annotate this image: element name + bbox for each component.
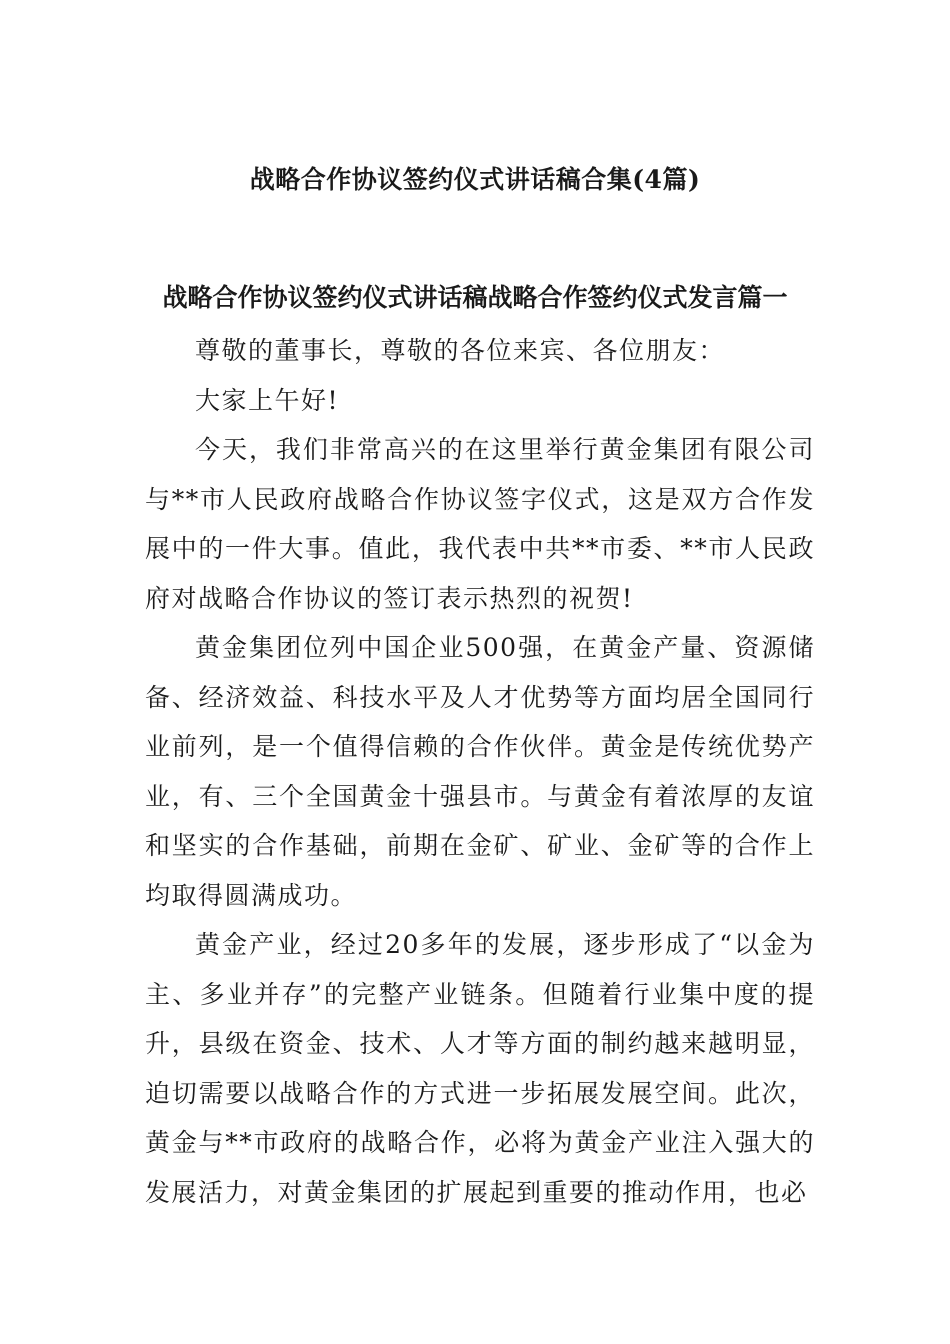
document-body <box>145 326 815 1217</box>
section-title: 战略合作协议签约仪式讲话稿战略合作签约仪式发言篇一 <box>162 283 788 312</box>
paragraph: 今天，我们非常高兴的在这里举行黄金集团有限公司与**市人民政府战略合作协议签字仪式，这是双方合作发展中的一件大事。值此，我代表中共**市委、**市人民政府对战略合作协议的签订表示热烈的祝贺! <box>145 435 815 613</box>
paragraph-greeting: 大家上午好! <box>195 385 340 415</box>
document-title: 战略合作协议签约仪式讲话稿合集(4篇) <box>249 165 701 194</box>
paragraph: 黄金产业，经过20多年的发展，逐步形成了“以金为主、多业并存”的完整产业链条。但随着行业集中度的提升，县级在资金、技术、人才等方面的制约越来越明显，迫切需要以战略合作的方式进一步拓展发展空间。此次，黄金与**市政府的战略合作，必将为黄金产业注入强大的发展活力，对黄金集团的扩展起到重要的推动作用，也必 <box>145 930 815 1207</box>
paragraph: 黄金集团位列中国企业500强，在黄金产量、资源储备、经济效益、科技水平及人才优势等方面均居全国同行业前列，是一个值得信赖的合作伙伴。黄金是传统优势产业，有、三个全国黄金十强县市。与黄金有着浓厚的友谊和坚实的合作基础，前期在金矿、矿业、金矿等的合作上均取得圆满成功。 <box>145 633 815 910</box>
paragraph-salutation: 尊敬的董事长，尊敬的各位来宾、各位朋友： <box>195 336 726 365</box>
